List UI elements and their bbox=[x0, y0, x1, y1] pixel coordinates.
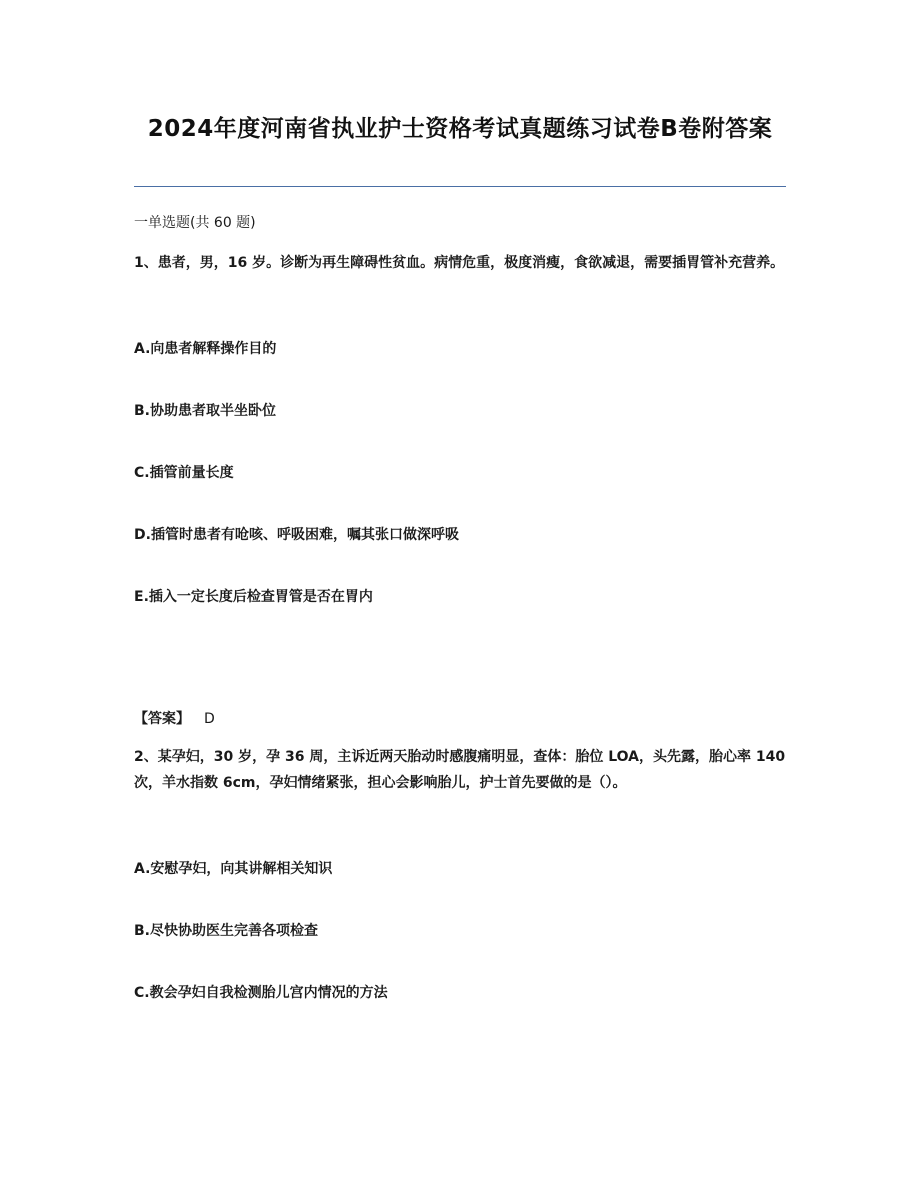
question-1-answer bbox=[134, 706, 786, 732]
question-1-option-c: C.插管前量长度 bbox=[134, 465, 234, 481]
section-heading: 一单选题(共 60 题) bbox=[134, 215, 256, 231]
question-2-option-a: A.安慰孕妇，向其讲解相关知识 bbox=[134, 861, 333, 877]
answer-value: D bbox=[204, 711, 215, 727]
question-2-option-c: C.教会孕妇自我检测胎儿宫内情况的方法 bbox=[134, 985, 388, 1001]
question-1-option-d: D.插管时患者有呛咳、呼吸困难，嘱其张口做深呼吸 bbox=[134, 527, 459, 543]
answer-label: 【答案】 bbox=[134, 711, 190, 727]
document-title: 2024年度河南省执业护士资格考试真题练习试卷B卷附答案 bbox=[147, 116, 773, 142]
question-2-stem: 2、某孕妇，30 岁，孕 36 周，主诉近两天胎动时感腹痛明显，查体：胎位 LOA，头先露，胎心率 140 次，羊水指数 6cm，孕妇情绪紧张，担心会影响胎儿，护士首先要做的是（）。 bbox=[134, 749, 786, 791]
question-1-option-b: B.协助患者取半坐卧位 bbox=[134, 403, 276, 419]
question-2-option-b: B.尽快协助医生完善各项检查 bbox=[134, 923, 318, 939]
question-1-option-e: E.插入一定长度后检查胃管是否在胃内 bbox=[134, 589, 373, 605]
question-1-option-a: A.向患者解释操作目的 bbox=[134, 341, 277, 357]
title-divider bbox=[134, 186, 786, 187]
question-1-stem: 1、患者，男，16 岁。诊断为再生障碍性贫血。病情危重，极度消瘦，食欲减退，需要插胃管补充营养。 bbox=[134, 255, 785, 271]
